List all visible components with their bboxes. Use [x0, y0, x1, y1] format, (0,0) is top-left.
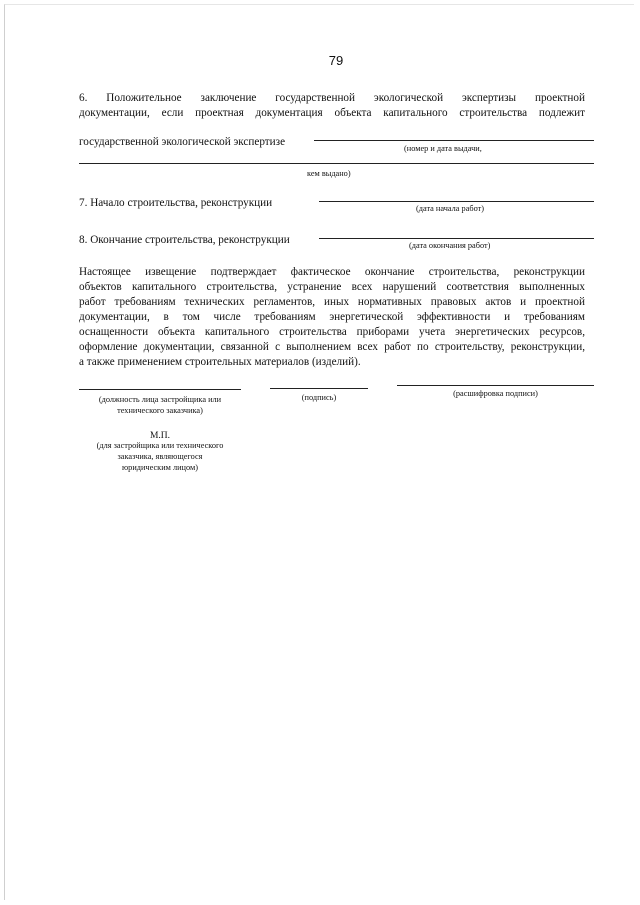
- position-field[interactable]: [79, 389, 241, 390]
- stamp-mp: М.П.: [149, 431, 171, 441]
- caption-start-date: (дата начала работ): [416, 204, 485, 213]
- confirmation-line-4: документации, в том числе требованиям энергетической эффективности и требованиям: [79, 311, 585, 323]
- caption-signature-decoding: (расшифровка подписи): [453, 389, 538, 398]
- section6-line2: документации, если проектная документация объекта капитального строительства подлежит: [79, 107, 585, 119]
- confirmation-line-2: объектов капитального строительства, устранение всех нарушений соответствия выполненных: [79, 281, 585, 293]
- confirmation-line-5: оснащенности объекта капитального строительства приборами учета энергетических ресурсов,: [79, 326, 585, 338]
- section7-label: 7. Начало строительства, реконструкции: [79, 197, 273, 209]
- section6-line3: государственной экологической экспертизе: [79, 136, 286, 148]
- stamp-note-2: заказчика, являющегося: [117, 452, 203, 461]
- construction-start-date-field[interactable]: [319, 201, 594, 202]
- stamp-note-1: (для застройщика или технического: [96, 441, 224, 450]
- confirmation-line-6: оформление документации, связанной с выполнением всех работ по строительству, реконструкции,: [79, 341, 585, 353]
- construction-end-date-field[interactable]: [319, 238, 594, 239]
- section8-label: 8. Окончание строительства, реконструкции: [79, 234, 290, 246]
- caption-issue-number-date: (номер и дата выдачи,: [404, 144, 482, 153]
- caption-signature: (подпись): [301, 393, 337, 402]
- stamp-note-3: юридическим лицом): [121, 463, 198, 472]
- caption-issuer: кем выдано): [307, 169, 351, 178]
- expertise-issuer-field[interactable]: [79, 163, 594, 164]
- confirmation-line-3: работ требованиям технических регламентов, иных нормативных правовых актов и проектной: [79, 296, 585, 308]
- page-number: 79: [328, 53, 344, 68]
- caption-position-2: технического заказчика): [117, 406, 203, 415]
- confirmation-line-1: Настоящее извещение подтверждает фактическое окончание строительства, реконструкции: [79, 266, 585, 278]
- signature-field[interactable]: [270, 388, 368, 389]
- signature-decoding-field[interactable]: [397, 385, 594, 386]
- caption-position-1: (должность лица застройщика или: [98, 395, 222, 404]
- expertise-conclusion-field[interactable]: [314, 140, 594, 141]
- confirmation-line-7: а также применением строительных материалов (изделий).: [79, 356, 361, 368]
- caption-end-date: (дата окончания работ): [409, 241, 491, 250]
- section6-line1: 6. Положительное заключение государственной экологической экспертизы проектной: [79, 92, 585, 104]
